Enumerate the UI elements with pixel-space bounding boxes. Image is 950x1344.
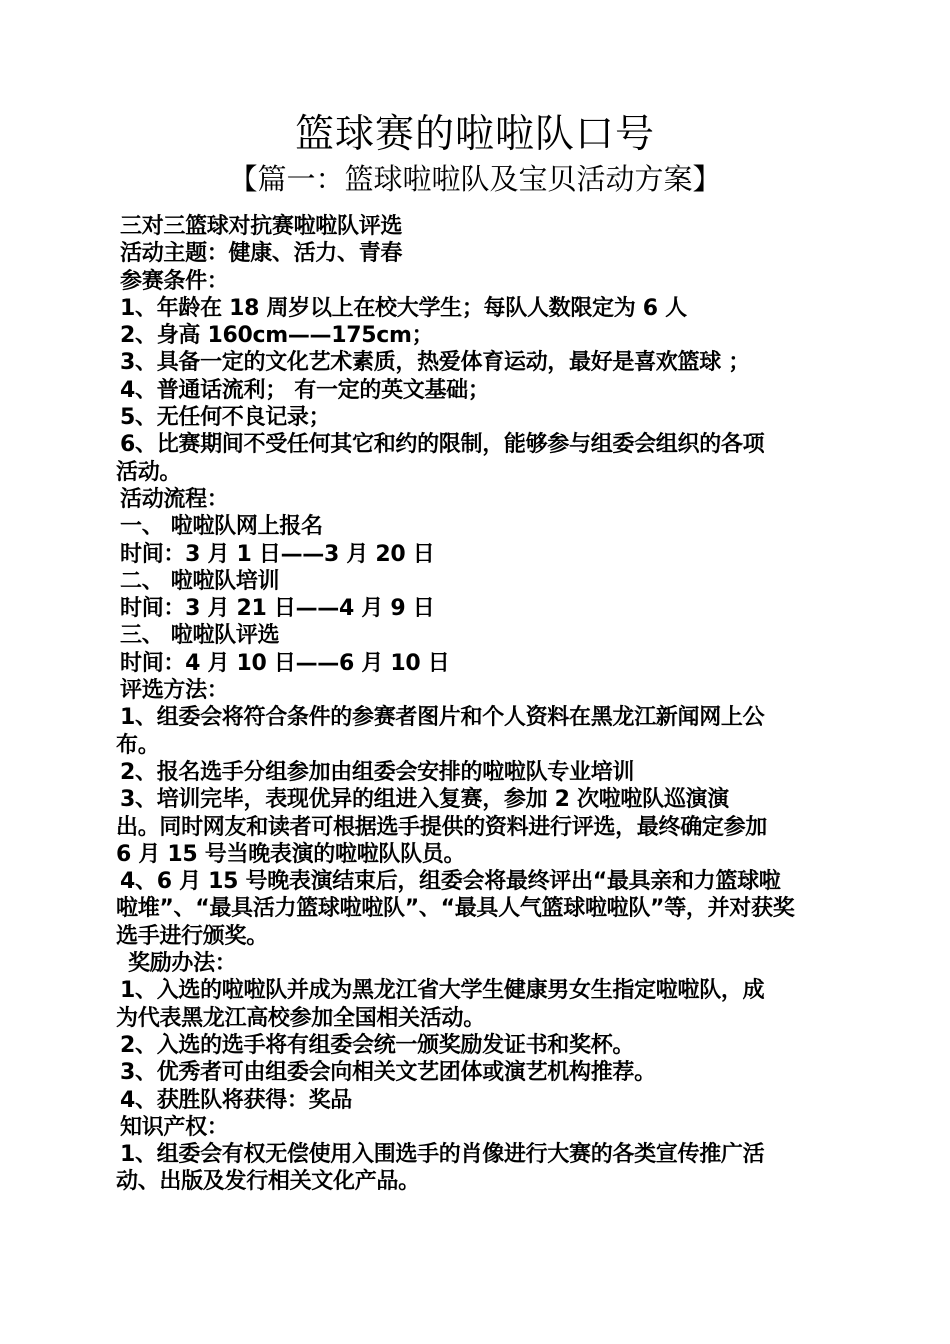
section-heading-process: 活动流程： [120,486,229,512]
document-subtitle: 【篇一：篮球啦啦队及宝贝活动方案】 [228,162,722,196]
condition-item: 5、无任何不良记录； [120,405,331,431]
reward-item: 2、入选的选手将有组委会统一颁奖励发证书和奖杯。 [120,1032,635,1058]
selection-item: 4、6 月 15 号晚表演结束后，组委会将最终评出“最具亲和力篮球啦 [120,869,781,895]
reward-item: 4、获胜队将获得：奖品 [120,1087,353,1113]
condition-item: 3、具备一定的文化艺术素质，热爱体育运动，最好是喜欢篮球 ； [120,350,750,376]
selection-item-continued: 啦堆”、“最具活力篮球啦啦队”、“最具人气篮球啦啦队”等，并对获奖 [116,896,795,922]
selection-item-continued: 6 月 15 号当晚表演的啦啦队队员。 [116,841,466,867]
process-time: 时间：3 月 1 日——3 月 20 日 [120,541,435,567]
process-step: 二、 啦啦队培训 [120,568,280,594]
condition-item: 2、身高 160cm——175cm； [120,323,434,349]
selection-item-continued: 选手进行颁奖。 [116,923,268,949]
document-body [116,213,836,1196]
reward-item: 3、优秀者可由组委会向相关文艺团体或演艺机构推荐。 [120,1060,656,1086]
condition-item: 1、年龄在 18 周岁以上在校大学生；每队人数限定为 6 人 [120,295,687,321]
condition-item: 4、普通话流利； 有一定的英文基础； [120,377,490,403]
selection-item: 1、组委会将符合条件的参赛者图片和个人资料在黑龙江新闻网上公 [120,705,765,731]
ip-item: 1、组委会有权无偿使用入围选手的肖像进行大赛的各类宣传推广活 [120,1142,765,1168]
condition-item-continued: 活动。 [116,459,182,485]
selection-item: 2、报名选手分组参加由组委会安排的啦啦队专业培训 [120,759,635,785]
process-step: 一、 啦啦队网上报名 [120,514,323,540]
selection-item-continued: 布。 [116,732,160,758]
section-heading-ip: 知识产权： [120,1114,229,1140]
event-name: 三对三篮球对抗赛啦啦队评选 [120,214,403,239]
section-heading-selection: 评选方法： [120,678,229,704]
process-time: 时间：3 月 21 日——4 月 9 日 [120,596,435,622]
section-heading-conditions: 参赛条件： [120,268,229,294]
condition-item: 6、比赛期间不受任何其它和约的限制，能够参与组委会组织的各项 [120,432,765,458]
document-title: 篮球赛的啦啦队口号 [294,112,655,157]
reward-item-continued: 为代表黑龙江高校参加全国相关活动。 [116,1005,485,1031]
section-heading-rewards: 奖励办法： [128,951,237,977]
event-theme: 活动主题：健康、活力、青春 [120,241,403,267]
ip-item-continued: 动、出版及发行相关文化产品。 [116,1169,420,1195]
reward-item: 1、入选的啦啦队并成为黑龙江省大学生健康男女生指定啦啦队，成 [120,978,765,1004]
process-step: 三、 啦啦队评选 [120,623,280,649]
selection-item-continued: 出。同时网友和读者可根据选手提供的资料进行评选，最终确定参加 [116,814,768,840]
process-time: 时间：4 月 10 日——6 月 10 日 [120,650,450,676]
selection-item: 3、培训完毕，表现优异的组进入复赛，参加 2 次啦啦队巡演演 [120,787,729,813]
